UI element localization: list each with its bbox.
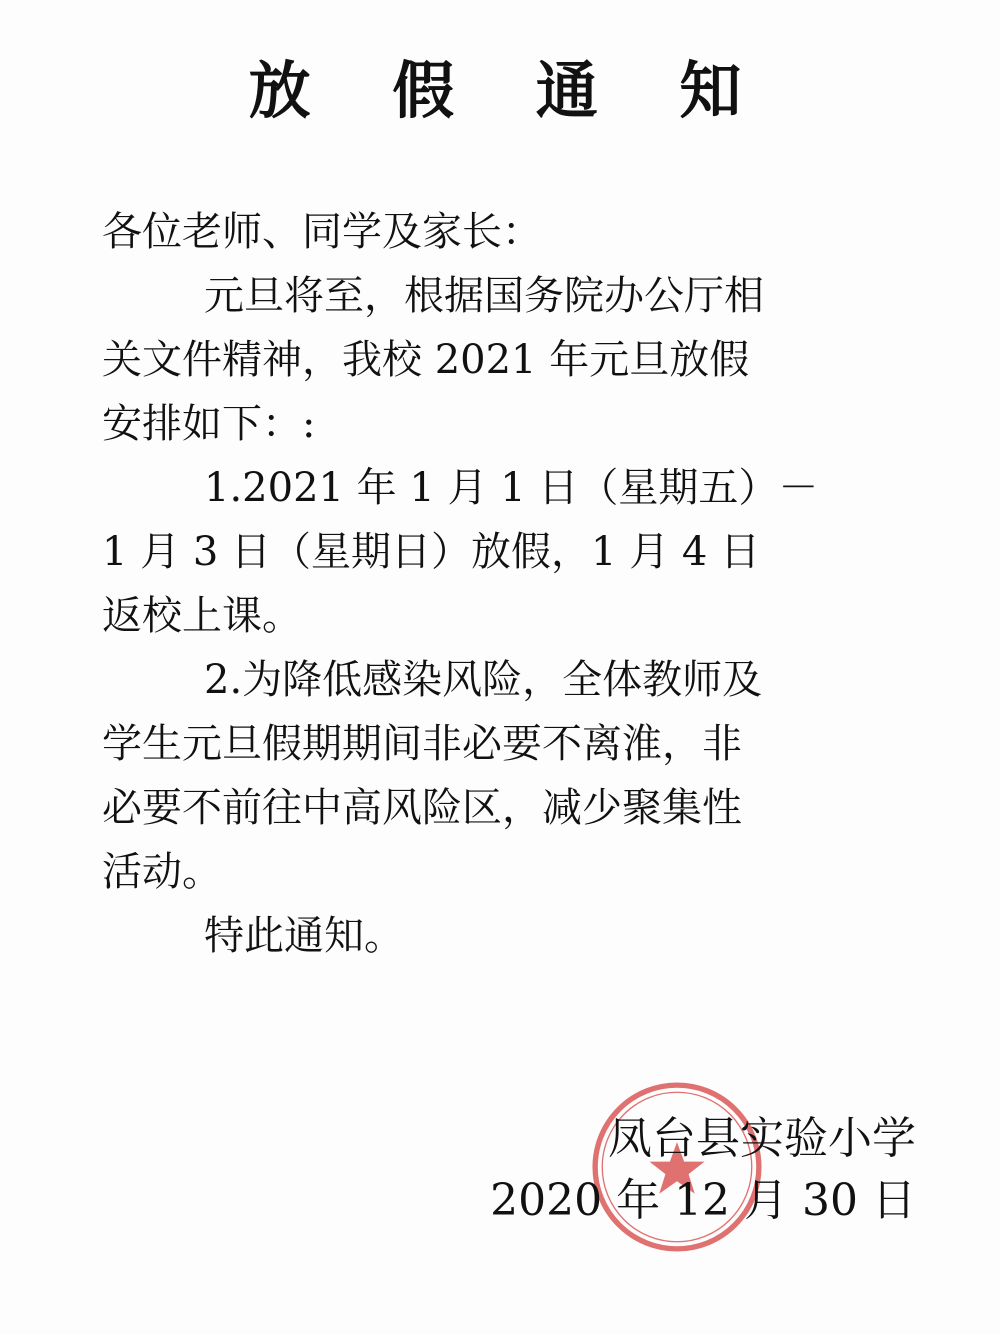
- paragraph1-line-2: 关文件精神，我校 2021 年元旦放假: [102, 337, 750, 383]
- item1-line-2: 1 月 3 日（星期日）放假，1 月 4 日: [102, 529, 761, 575]
- notice-body: [102, 200, 912, 968]
- notice-title: 放 假 通 知: [248, 54, 772, 127]
- item2-line-3: 必要不前往中高风险区，减少聚集性: [102, 785, 742, 831]
- issuer-name: 凤台县实验小学: [608, 1113, 916, 1164]
- paragraph1-line-1: 元旦将至，根据国务院办公厅相: [204, 273, 764, 319]
- salutation: 各位老师、同学及家长：: [102, 209, 542, 255]
- paragraph1-line-3: 安排如下：:: [102, 401, 316, 447]
- item1-line-3: 返校上课。: [102, 593, 302, 639]
- signature-block: [490, 1108, 916, 1232]
- item2-line-1: 2.为降低感染风险，全体教师及: [204, 657, 763, 703]
- issue-date: 2020 年 12 月 30 日: [490, 1175, 916, 1226]
- item1-line-1: 1.2021 年 1 月 1 日（星期五）－: [204, 465, 819, 511]
- item2-line-2: 学生元旦假期期间非必要不离淮，非: [102, 721, 742, 767]
- closing-line: 特此通知。: [204, 913, 404, 959]
- item2-line-4: 活动。: [102, 849, 222, 895]
